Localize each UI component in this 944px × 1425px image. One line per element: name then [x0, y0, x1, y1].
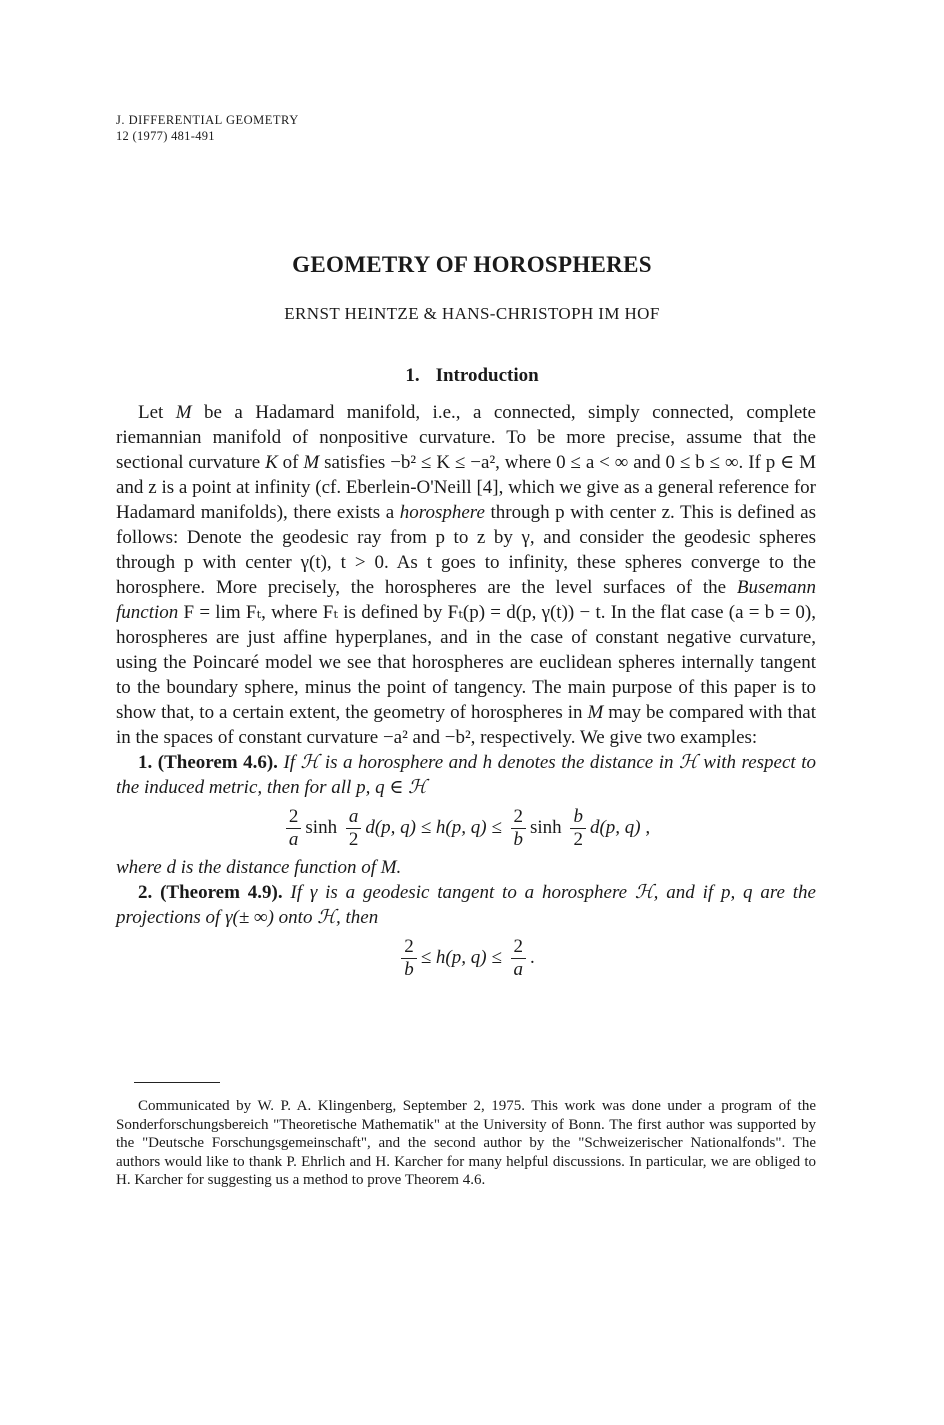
section-title: Introduction: [435, 365, 539, 386]
journal-name: J. DIFFERENTIAL GEOMETRY: [116, 113, 299, 127]
theorem-1-formula: $\frac{2}{a}$ sinh $\frac{a}{2}$ d(p, q) ≤ h(p, q) ≤ $\frac{2}{b}$ sinh $\frac{b}{2}$ d(p, q) ,: [116, 806, 816, 851]
paper-title: GEOMETRY OF HOROSPHERES: [292, 252, 652, 277]
theorem-1-after: where d is the distance function of M.: [116, 857, 402, 878]
body-text: [116, 400, 816, 985]
section-heading: [0, 365, 944, 387]
journal-header: [116, 112, 299, 144]
paper-authors: ERNST HEINTZE & HANS-CHRISTOPH IM HOF: [284, 304, 660, 323]
section-number: 1.: [405, 365, 420, 386]
intro-paragraph: Let M be a Hadamard manifold, i.e., a connected, simply connected, complete riemannian manifold of nonpositive curvature. To be more precise, assume that the sectional curvature K of M satisfies −b² ≤ K ≤ −a², where 0 ≤ a < ∞ and 0 ≤ b ≤ ∞. If p ∈ M and z is a point at infinity (cf. Eberlein-O'Neill [4], which we give as a general reference for Hadamard manifolds), there exists a horosphere through p with center z. This is defined as follows: Denote the geodesic ray from p to z by γ, and consider the geodesic spheres through p with center γ(t), t > 0. As t goes to infinity, these spheres converge to the horosphere. More precisely, the horospheres are the level surfaces of the Busemann function F = lim Fₜ, where Fₜ is defined by Fₜ(p) = d(p, γ(t)) − t. In the flat case (a = b = 0), horospheres are just affine hyperplanes, and in the case of constant negative curvature, using the Poincaré model we see that horospheres are euclidean spheres internally tangent to the boundary sphere, minus the point of tangency. The main purpose of this paper is to show that, to a certain extent, the geometry of horospheres in M may be compared with that in the spaces of constant curvature −a² and −b², respectively. We give two examples:: [116, 402, 816, 748]
footnote-rule: [134, 1082, 220, 1083]
theorem-2-formula: $\frac{2}{b}$ ≤ h(p, q) ≤ $\frac{2}{a}$ .: [116, 936, 816, 981]
footnote-text: Communicated by W. P. A. Klingenberg, September 2, 1975. This work was done under a program of the Sonderforschungsbereich "Theoretische Mathematik" at the University of Bonn. The first author was supported by the "Deutsche Forschungsgemeinschaft", and the second author by the "Schweizerischer Nationalfonds". The authors would like to thank P. Ehrlich and H. Karcher for many helpful discussions. In particular, we are obliged to H. Karcher for suggesting us a method to prove Theorem 4.6.: [116, 1098, 816, 1188]
theorem-1-label: 1. (Theorem 4.6).: [138, 752, 278, 773]
journal-volume: 12 (1977) 481-491: [116, 129, 215, 143]
theorem-1-statement: 1. (Theorem 4.6). If ℋ is a horosphere and h denotes the distance in ℋ with respect to the induced metric, then for all p, q ∈ ℋ: [116, 752, 816, 798]
theorem-2-label: 2. (Theorem 4.9).: [138, 882, 283, 903]
footnote: [116, 1097, 816, 1190]
theorem-2-statement: 2. (Theorem 4.9). If γ is a geodesic tangent to a horosphere ℋ, and if p, q are the projections of γ(± ∞) onto ℋ, then: [116, 882, 816, 928]
